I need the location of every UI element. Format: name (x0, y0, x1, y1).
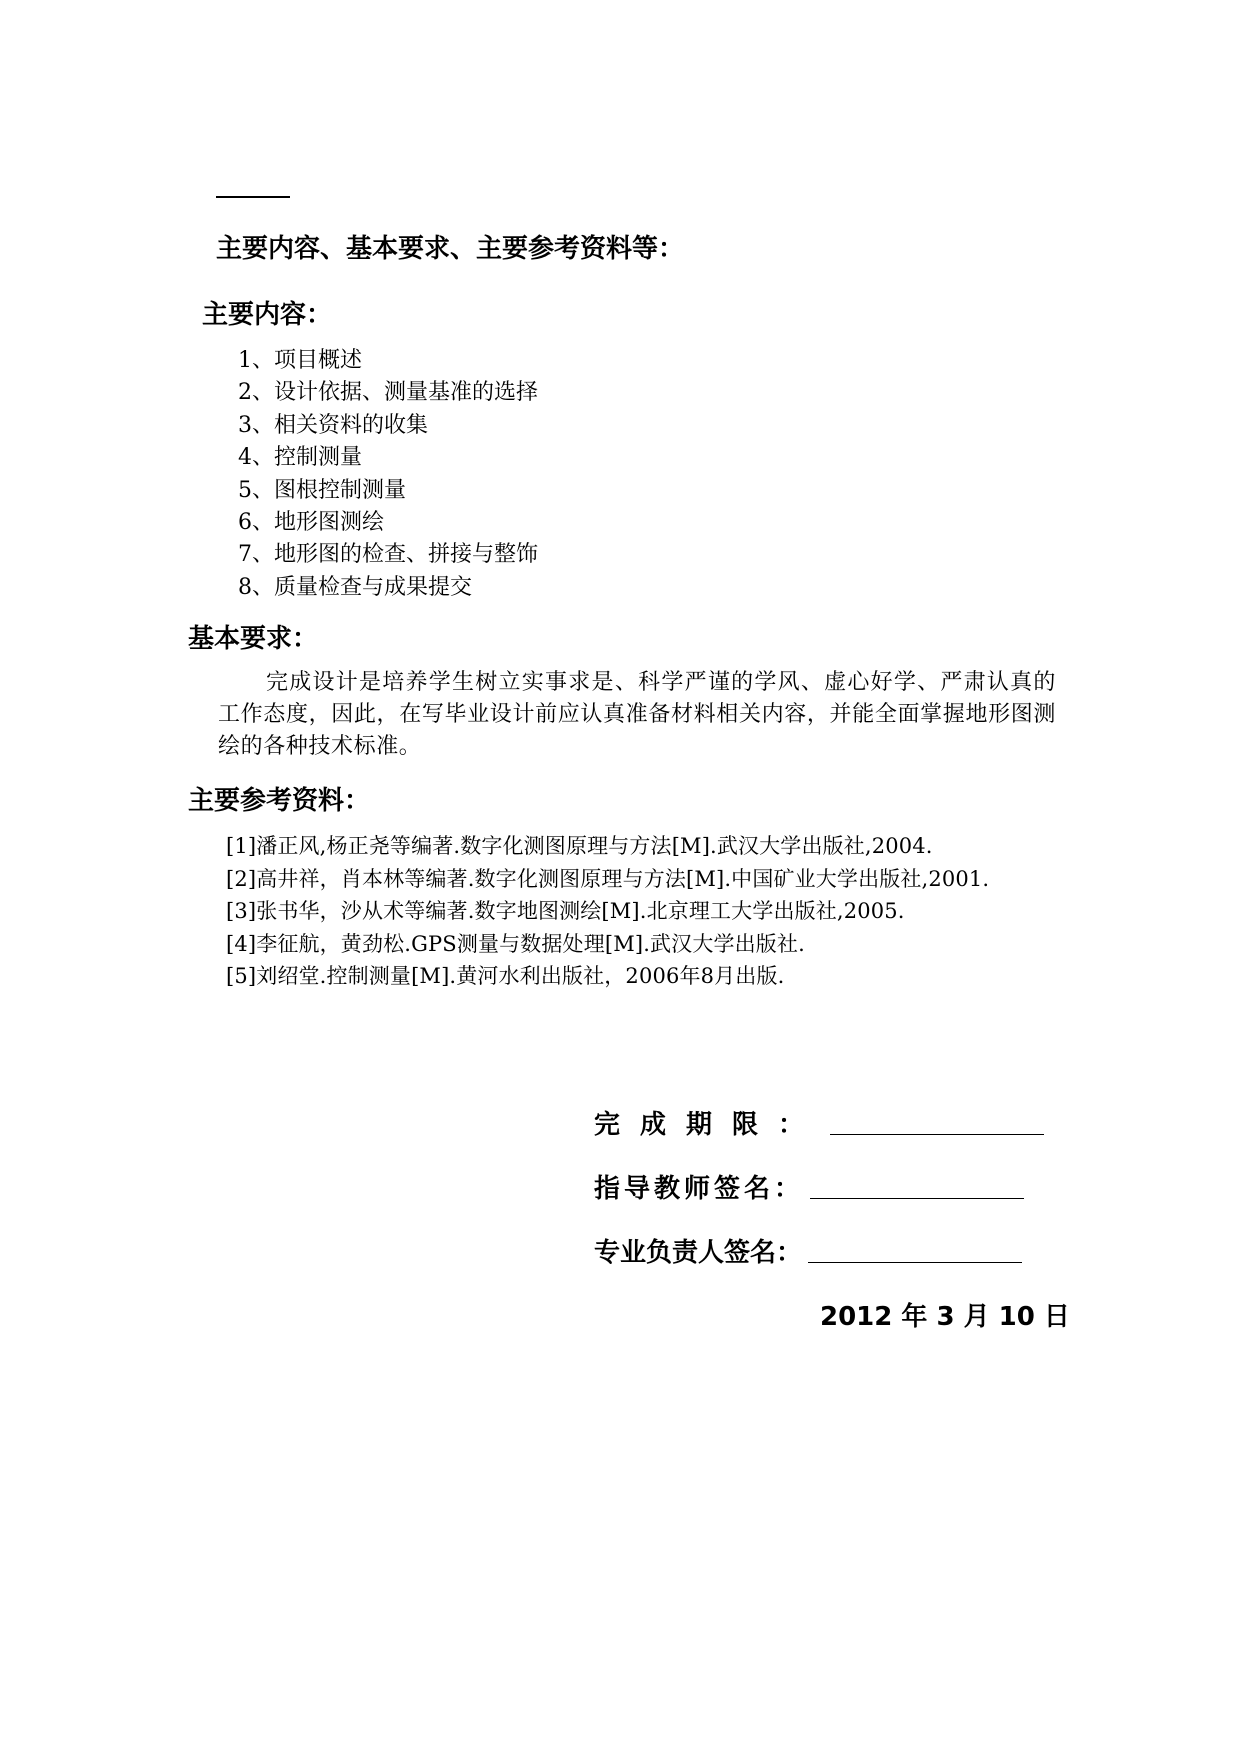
page-title: 主要内容、基本要求、主要参考资料等： (216, 234, 685, 264)
requirements-paragraph: 完成设计是培养学生树立实事求是、科学严谨的学风、虚心好学、严肃认真的工作态度，因此，在写毕业设计前应认真准备材料相关内容，并能全面掌握地形图测绘的各种技术标准。 (218, 670, 1056, 759)
deadline-field[interactable] (830, 1134, 1044, 1135)
reference-item: [4]李征航，黄劲松.GPS测量与数据处理[M].武汉大学出版社. (226, 931, 805, 956)
deadline-label: 完成期限： (594, 1110, 825, 1140)
document-date: 2012 年 3 月 10 日 (820, 1302, 1070, 1332)
reference-item: [1]潘正风,杨正尧等编著.数字化测图原理与方法[M].武汉大学出版社,2004. (226, 834, 933, 858)
content-section-label: 主要内容： (202, 300, 333, 330)
top-rule (216, 196, 290, 198)
content-item: 8、质量检查与成果提交 (238, 574, 472, 600)
references-section-label: 主要参考资料： (188, 786, 371, 816)
reference-item: [2]高井祥，肖本林等编著.数字化测图原理与方法[M].中国矿业大学出版社,2001. (226, 866, 990, 891)
head-signature-field[interactable] (808, 1262, 1022, 1263)
head-signature-label: 专业负责人签名： (594, 1238, 803, 1268)
content-item: 4、控制测量 (238, 445, 362, 471)
content-item: 5、图根控制测量 (238, 477, 406, 503)
advisor-signature-label: 指导教师签名： (594, 1174, 805, 1204)
requirements-section-label: 基本要求： (188, 624, 319, 654)
content-item: 6、地形图测绘 (238, 510, 384, 536)
advisor-signature-field[interactable] (810, 1198, 1024, 1199)
head-signature-row (594, 1236, 1022, 1270)
advisor-signature-row (594, 1172, 1024, 1206)
content-item: 1、项目概述 (238, 348, 362, 373)
reference-item: [5]刘绍堂.控制测量[M].黄河水利出版社，2006年8月出版. (226, 964, 785, 988)
content-item: 3、相关资料的收集 (238, 412, 428, 438)
content-item: 7、地形图的检查、拼接与整饰 (238, 542, 538, 568)
deadline-row (594, 1108, 1044, 1142)
content-list (238, 345, 538, 604)
content-item: 2、设计依据、测量基准的选择 (238, 380, 538, 406)
reference-item: [3]张书华，沙从术等编著.数字地图测绘[M].北京理工大学出版社,2005. (226, 899, 905, 923)
references-list (188, 830, 1054, 993)
